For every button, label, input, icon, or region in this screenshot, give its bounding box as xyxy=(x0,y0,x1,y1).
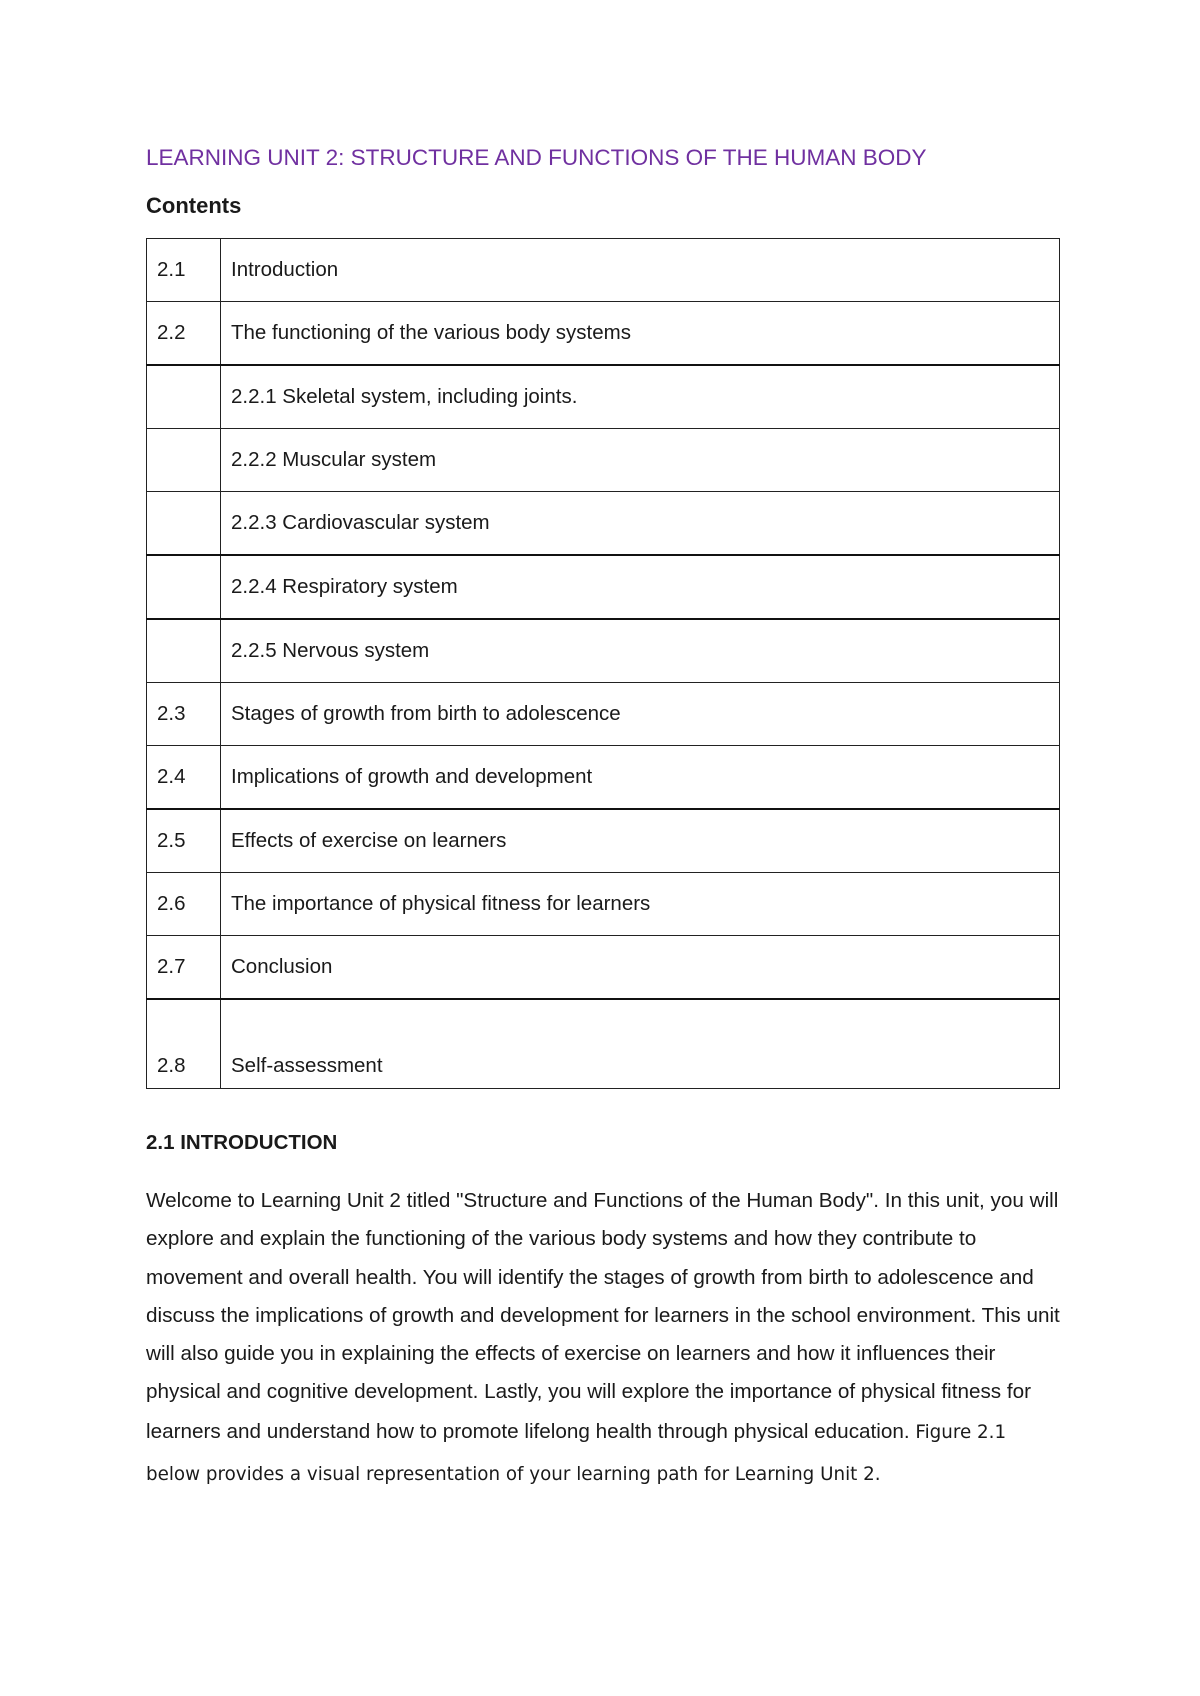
table-row xyxy=(147,365,1060,429)
section-number: 2.3 xyxy=(147,683,221,746)
table-row xyxy=(147,873,1060,936)
table-row xyxy=(147,492,1060,556)
section-title: 2.2.1 Skeletal system, including joints. xyxy=(221,365,1060,429)
section-number xyxy=(147,429,221,492)
paragraph-figure-reference: Figure 2.1 below provides a visual representation of your learning path for Learning Unit 2. xyxy=(146,1421,1007,1485)
section-number xyxy=(147,492,221,556)
section-number xyxy=(147,619,221,683)
section-title: 2.2.4 Respiratory system xyxy=(221,555,1060,619)
section-title: Introduction xyxy=(221,239,1060,302)
section-heading: 2.1 INTRODUCTION xyxy=(146,1131,338,1154)
table-row xyxy=(147,936,1060,1000)
table-row xyxy=(147,683,1060,746)
table-row xyxy=(147,302,1060,366)
table-row xyxy=(147,239,1060,302)
table-row xyxy=(147,809,1060,873)
section-title: 2.2.2 Muscular system xyxy=(221,429,1060,492)
contents-table xyxy=(146,238,1060,1089)
unit-title: LEARNING UNIT 2: STRUCTURE AND FUNCTIONS OF THE HUMAN BODY xyxy=(146,145,927,170)
section-number: 2.8 xyxy=(147,999,221,1089)
table-row xyxy=(147,429,1060,492)
table-row xyxy=(147,999,1060,1089)
section-number xyxy=(147,555,221,619)
section-title: The functioning of the various body systems xyxy=(221,302,1060,366)
section-number: 2.5 xyxy=(147,809,221,873)
section-number: 2.2 xyxy=(147,302,221,366)
table-row xyxy=(147,619,1060,683)
section-number: 2.4 xyxy=(147,746,221,810)
section-number: 2.1 xyxy=(147,239,221,302)
section-title: Implications of growth and development xyxy=(221,746,1060,810)
paragraph-text: Welcome to Learning Unit 2 titled "Structure and Functions of the Human Body". In this unit, you will explore and explain the functioning of the various body systems and how they contribute to movement and overall health. You will identify the stages of growth from birth to adolescence and discuss the implications of growth and development for learners in the school environment. This unit will also guide you in explaining the effects of exercise on learners and how it influences their physical and cognitive development. Lastly, you will explore the importance of physical fitness for learners and understand how to promote lifelong health through physical education. xyxy=(146,1189,1060,1443)
section-number: 2.7 xyxy=(147,936,221,1000)
section-title: Self-assessment xyxy=(221,999,1060,1089)
section-title: 2.2.3 Cardiovascular system xyxy=(221,492,1060,556)
table-row xyxy=(147,746,1060,810)
contents-heading: Contents xyxy=(146,193,242,218)
section-number xyxy=(147,365,221,429)
section-title: 2.2.5 Nervous system xyxy=(221,619,1060,683)
section-title: Conclusion xyxy=(221,936,1060,1000)
section-title: Stages of growth from birth to adolescence xyxy=(221,683,1060,746)
section-title: Effects of exercise on learners xyxy=(221,809,1060,873)
table-row xyxy=(147,555,1060,619)
section-title: The importance of physical fitness for learners xyxy=(221,873,1060,936)
section-number: 2.6 xyxy=(147,873,221,936)
intro-paragraph xyxy=(146,1182,1060,1496)
